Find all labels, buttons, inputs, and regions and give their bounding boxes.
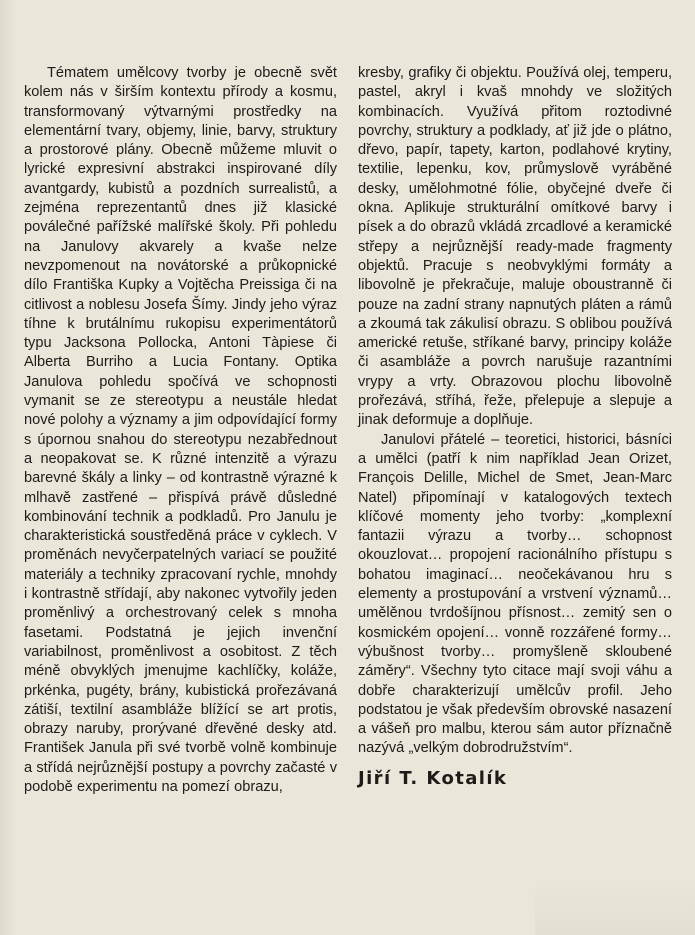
article-paragraph: Tématem umělcovy tvorby je obecně svět kolem nás v širším kontextu přírody a kosmu, transformovaný výtvarnými prostředky na elementární tvary, objemy, linie, barvy, struktury a prostorové plány. Obecně můžeme mluvit o lyrické expresivní abstrakci inspirované díly avantgardy, kubistů a pozdních surrealistů, a zejména reprezentantů dnes již klasické poválečné pařížské malířské školy. Při pohledu na Janulovy akvarely a kvaše nelze nevzpomenout na novátorské a průkopnické dílo Františka Kupky a Vojtěcha Preissiga či na citlivost a noblesu Josefa Šímy. Jindy jeho výraz tíhne k brutálnímu rukopisu experimentátorů typu Jacksona Pollocka, Antoni Tàpiese či Alberta Burriho a Lucia Fontany. Optika Janulova pohledu spočívá ve schopnosti vymanit se ze stereotypu a neustále hledat nové polohy a významy a jim odpovídající formy s úpornou snahou do stereotypu nezabřednout a neopakovat se. K různé intenzitě a výrazu barevné škály a linky – od kontrastně výrazné k mlhavě zastřené – přispívá právě důsledné kombinování technik a podkladů. Pro Janulu je charakteristická soustředěná práce v cyklech. V proměnách nevyčerpatelných variací se použité materiály a techniky zpracovaní rychle, mnohdy i kontrastně střídají, aby nakonec vytvořily jeden proměnlivý a orchestrovaný celek s mnoha fasetami. Podstatná je jejich invenční variabilnost, proměnlivost a osobitost. Z těch méně obvyklých jmenujme kachlíčky, koláže, prkénka, pugéty, brány, kubistická prořezávaná zátiší, textilní asambláže blížící se art protis, obrazy naruby, prorývané dřevěné desky atd. František Janula při své tvorbě volně kombinuje a střídá nejrůznější postupy a povrchy začasté v podobě experimentu na pomezí obrazu, bbox=[24, 65, 337, 795]
author-signature: Jiří T. Kotalík bbox=[358, 767, 508, 789]
article-paragraph-continued: kresby, grafiky či objektu. Používá olej, temperu, pastel, akryl i kvaš mnohdy ve složitých kombinacích. Využívá přitom roztodivné povrchy, struktury a podklady, ať již jde o plátno, dřevo, papír, tapety, karton, podlahové krytiny, textilie, lepenku, kov, průmyslově vyráběné desky, umělohmotné fólie, obyčejné dveře či okna. Aplikuje strukturální omítkové barvy i písek a do obrazů vkládá zrcadlové a keramické střepy a nejrůznější ready-made fragmenty objektů. Pracuje s neobvyklými formáty a libovolně je překračuje, maluje oboustranně či pouze na zadní strany napnutých pláten a rámů a zkoumá tak zákulisí obrazu. S oblibou používá americké retuše, stříkané barvy, principy koláže či asambláže a povrch narušuje razantními vrypy a vrty. Obrazovou plochu libovolně prořezává, stříhá, řeže, přelepuje a slepuje a jinak deformuje a doplňuje. bbox=[358, 65, 672, 429]
page-shading bbox=[535, 875, 695, 935]
text-column-left bbox=[24, 64, 337, 797]
article-paragraph: Janulovi přátelé – teoretici, historici, básníci a umělci (patří k nim například Jean Orizet, François Delille, Michel de Smet, Jean-Marc Natel) připomínají v katalogových textech klíčové momenty jeho tvorby: „komplexní fantazii výrazu a tvorby… schopnost okouzlovat… propojení racionálního přístupu s bohatou imaginací… neočekávanou hru s elementy a prostupování a vrstvení významů… umělěnou tvrdošíjnou přísnost… zemitý sen o kosmickém opojení… vonně rozzářené formy… výbušnost tvorby… promyšleně skloubené záměry“. Všechny tyto citace mají svoji váhu a dobře charakterizují umělcův profil. Jeho podstatou je však především obrovské nasazení a vášeň pro malbu, kterou sám autor příznačně nazývá „velkým dobrodružstvím“. bbox=[358, 431, 672, 757]
text-column-right bbox=[358, 64, 672, 788]
